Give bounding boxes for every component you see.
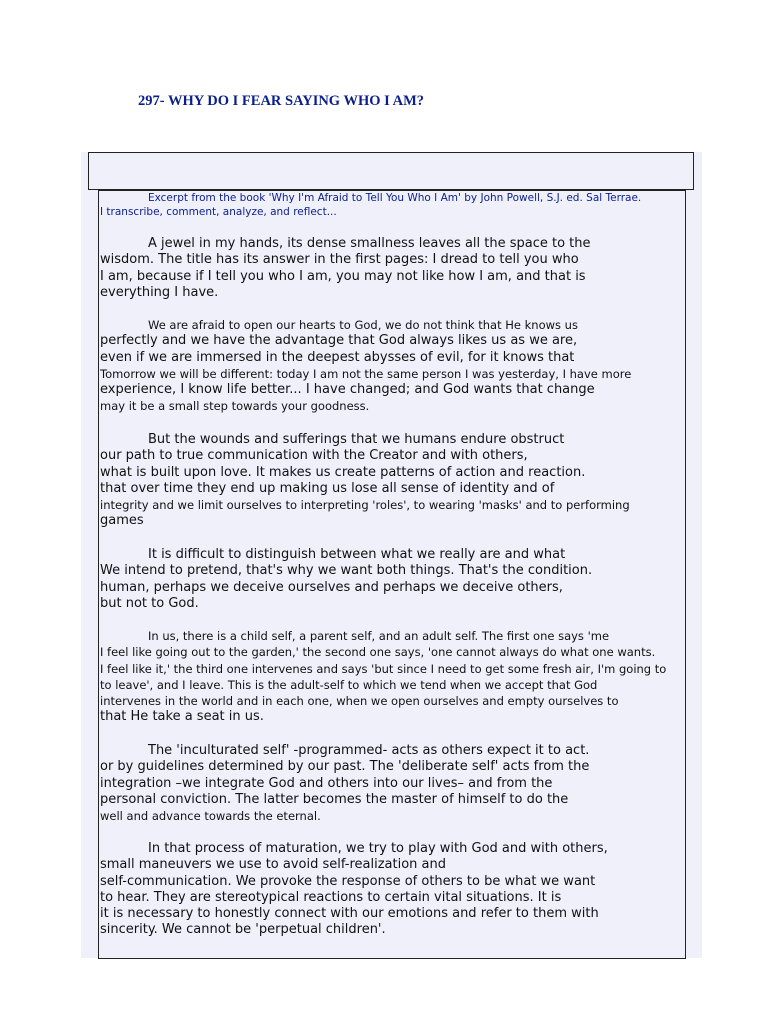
text-line: A jewel in my hands, its dense smallness leaves all the space to the bbox=[148, 236, 591, 251]
excerpt-line: Excerpt from the book 'Why I'm Afraid to Tell You Who I Am' by John Powell, S.J. ed. Sal Terrae. bbox=[148, 192, 642, 204]
text-line: may it be a small step towards your goodness. bbox=[100, 399, 370, 414]
paragraph-2 bbox=[100, 317, 704, 415]
page-title: 297- WHY DO I FEAR SAYING WHO I AM? bbox=[138, 93, 425, 109]
text-line: We are afraid to open our hearts to God, we do not think that He knows us bbox=[148, 318, 578, 332]
text-line: sincerity. We cannot be 'perpetual children'. bbox=[100, 922, 386, 938]
text-line: what is built upon love. It makes us create patterns of action and reaction. bbox=[100, 464, 586, 480]
text-line: I am, because if I tell you who I am, you may not like how I am, and that is bbox=[100, 268, 586, 284]
text-line: games bbox=[100, 513, 144, 529]
text-line: personal conviction. The latter becomes the master of himself to do the bbox=[100, 791, 569, 807]
paragraph-6 bbox=[100, 743, 704, 824]
excerpt-line: I transcribe, comment, analyze, and reflect... bbox=[100, 206, 337, 218]
text-line: We intend to pretend, that's why we want both things. That's the condition. bbox=[100, 563, 593, 579]
text-line: integrity and we limit ourselves to interpreting 'roles', to wearing 'masks' and to performing bbox=[100, 498, 630, 513]
text-line: I feel like it,' the third one intervenes and says 'but since I need to get some fresh air, I'm going to bbox=[100, 661, 667, 676]
text-line: or by guidelines determined by our past. The 'deliberate self' acts from the bbox=[100, 759, 590, 775]
text-line: our path to true communication with the Creator and with others, bbox=[100, 448, 528, 464]
text-line: In that process of maturation, we try to play with God and with others, bbox=[148, 841, 608, 856]
text-line: The 'inculturated self' -programmed- acts as others expect it to act. bbox=[148, 743, 590, 758]
text-line: to leave', and I leave. This is the adult-self to which we tend when we accept that God bbox=[100, 677, 598, 692]
paragraph-4 bbox=[100, 547, 704, 612]
text-line: Tomorrow we will be different: today I am not the same person I was yesterday, I have more bbox=[100, 366, 632, 381]
text-line: to hear. They are stereotypical reactions to certain vital situations. It is bbox=[100, 889, 562, 905]
text-line: human, perhaps we deceive ourselves and perhaps we deceive others, bbox=[100, 579, 563, 595]
text-line: it is necessary to honestly connect with our emotions and refer to them with bbox=[100, 906, 599, 922]
text-line: perfectly and we have the advantage that God always likes us as we are, bbox=[100, 333, 578, 349]
text-line: that over time they end up making us lose all sense of identity and of bbox=[100, 480, 555, 496]
paragraph-3 bbox=[100, 432, 704, 530]
paragraph-7 bbox=[100, 841, 704, 939]
excerpt-note bbox=[100, 191, 698, 219]
paragraph-5 bbox=[100, 628, 704, 726]
text-line: but not to God. bbox=[100, 595, 199, 611]
text-line: It is difficult to distinguish between what we really are and what bbox=[148, 547, 566, 562]
text-line: everything I have. bbox=[100, 284, 219, 300]
text-line: experience, I know life better... I have changed; and God wants that change bbox=[100, 382, 595, 398]
text-line: self-communication. We provoke the response of others to be what we want bbox=[100, 873, 596, 889]
text-line: small maneuvers we use to avoid self-realization and bbox=[100, 857, 446, 873]
text-line: But the wounds and sufferings that we humans endure obstruct bbox=[148, 432, 565, 447]
text-line: In us, there is a child self, a parent self, and an adult self. The first one says 'me bbox=[148, 629, 610, 643]
text-line: I feel like going out to the garden,' the second one says, 'one cannot always do what one wants. bbox=[100, 645, 656, 660]
paragraph-1 bbox=[100, 236, 704, 301]
text-line: wisdom. The title has its answer in the first pages: I dread to tell you who bbox=[100, 252, 579, 268]
text-line: that He take a seat in us. bbox=[100, 709, 264, 725]
text-line: well and advance towards the eternal. bbox=[100, 809, 321, 824]
header-box bbox=[88, 152, 694, 190]
text-line: integration –we integrate God and others into our lives– and from the bbox=[100, 775, 553, 791]
text-line: even if we are immersed in the deepest abysses of evil, for it knows that bbox=[100, 349, 575, 365]
text-line: intervenes in the world and in each one, when we open ourselves and empty ourselves to bbox=[100, 694, 619, 709]
